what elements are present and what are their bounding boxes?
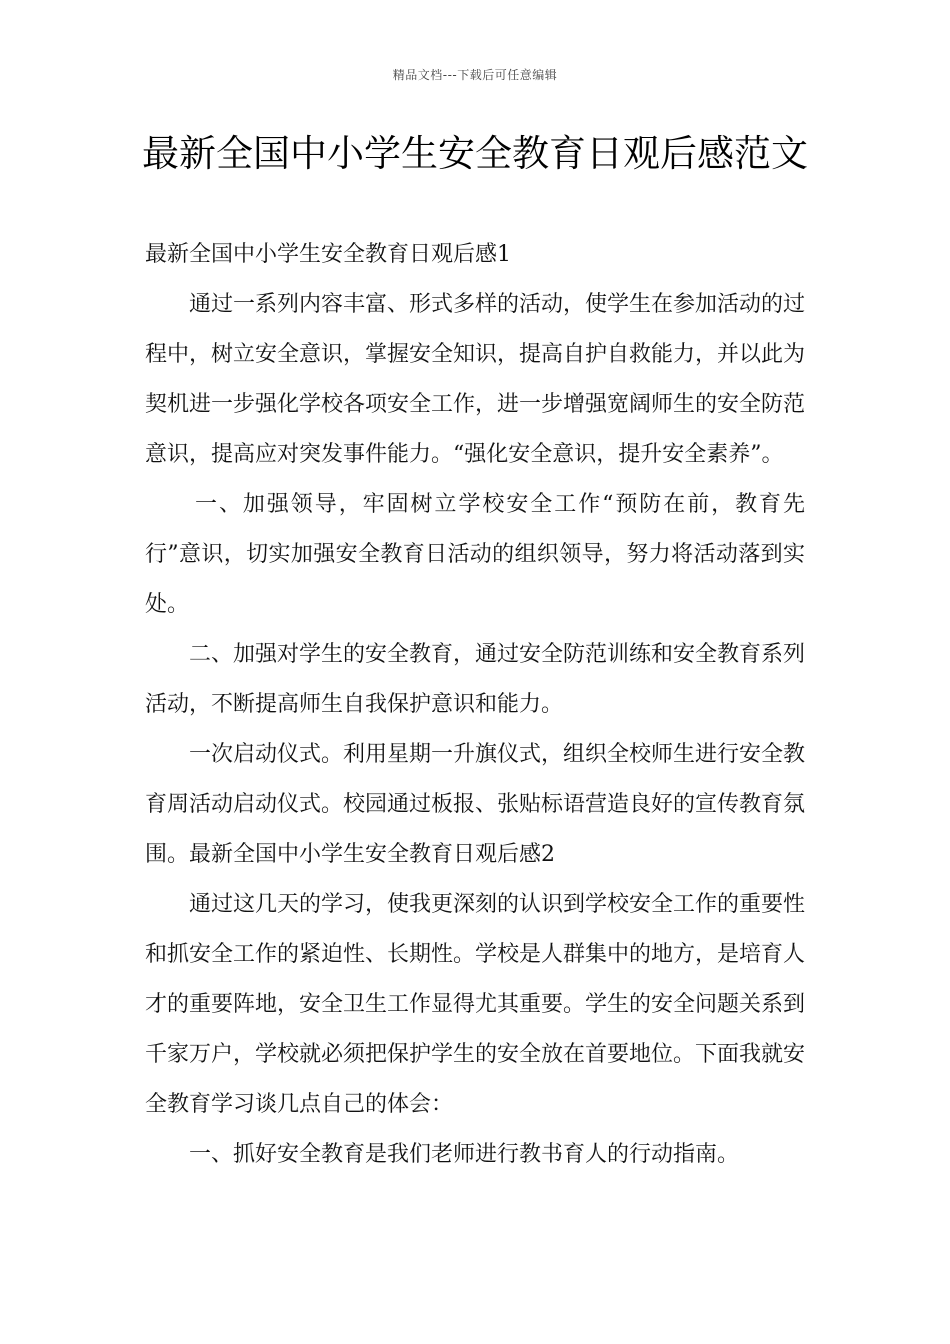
document-title: 最新全国中小学生安全教育日观后感范文 [142, 132, 808, 175]
paragraph: 一次启动仪式。利用星期一升旗仪式，组织全校师生进行安全教育周活动启动仪式。校园通过板报、张贴标语营造良好的宣传教育氛围。最新全国中小学生安全教育日观后感2 [145, 742, 806, 867]
paragraph: 一、加强领导，牢固树立学校安全工作“预防在前，教育先行”意识，切实加强安全教育日活动的组织领导，努力将活动落到实处。 [145, 492, 805, 617]
section-heading-1: 最新全国中小学生安全教育日观后感1 [145, 242, 511, 267]
header-note: 精品文档---下载后可任意编辑 [392, 68, 558, 82]
document-body [145, 230, 805, 1180]
paragraph: 通过一系列内容丰富、形式多样的活动，使学生在参加活动的过程中，树立安全意识，掌握安全知识，提高自护自救能力，并以此为契机进一步强化学校各项安全工作，进一步增强宽阔师生的安全防范意识，提高应对突发事件能力。“强化安全意识，提升安全素养”。 [145, 292, 806, 467]
paragraph: 通过这几天的学习，使我更深刻的认识到学校安全工作的重要性和抓安全工作的紧迫性、长期性。学校是人群集中的地方，是培育人才的重要阵地，安全卫生工作显得尤其重要。学生的安全问题关系到千家万户，学校就必须把保护学生的安全放在首要地位。下面我就安全教育学习谈几点自己的体会： [145, 892, 806, 1117]
paragraph: 二、加强对学生的安全教育，通过安全防范训练和安全教育系列活动，不断提高师生自我保护意识和能力。 [145, 642, 806, 717]
paragraph: 一、抓好安全教育是我们老师进行教书育人的行动指南。 [189, 1142, 740, 1167]
